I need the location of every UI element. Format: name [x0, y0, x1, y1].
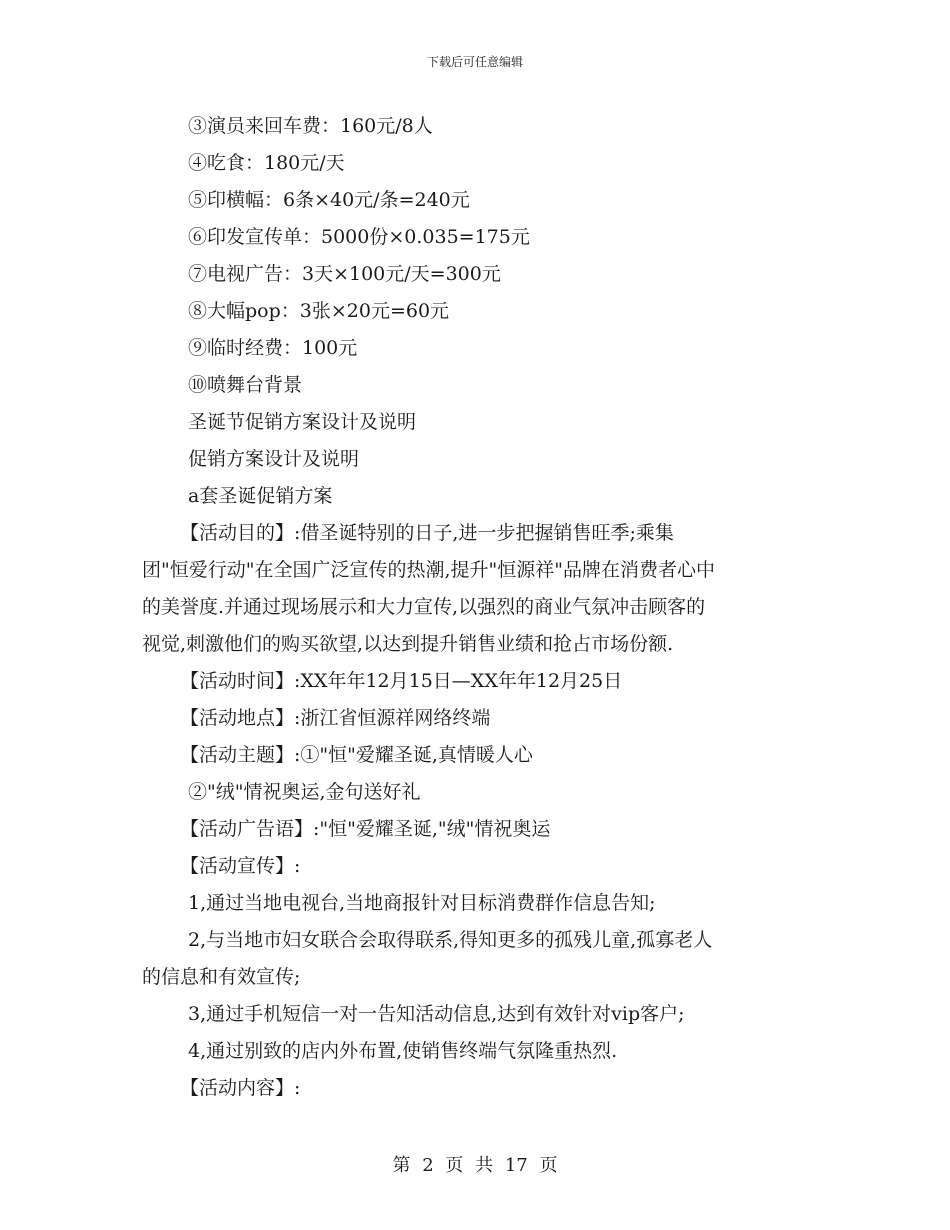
text-line: 圣诞节促销方案设计及说明: [188, 411, 417, 433]
text-line: ④吃食：180元/天: [188, 152, 345, 174]
text-line: 3,通过手机短信一对一告知活动信息,达到有效针对vip客户;: [188, 1003, 685, 1025]
text-line: 视觉,刺激他们的购买欲望,以达到提升销售业绩和抢占市场份额.: [142, 633, 674, 655]
text-line: 4,通过别致的店内外布置,使销售终端气氛隆重热烈.: [188, 1040, 618, 1062]
text-line: ⑨临时经费：100元: [188, 337, 358, 359]
text-line: 的美誉度.并通过现场展示和大力宣传,以强烈的商业气氛冲击顾客的: [142, 596, 706, 618]
text-line: 促销方案设计及说明: [188, 448, 360, 470]
text-line: 【活动内容】:: [180, 1077, 301, 1099]
text-line: 的信息和有效宣传;: [142, 966, 301, 988]
text-line: 1,通过当地电视台,当地商报针对目标消费群作信息告知;: [188, 892, 656, 914]
text-line: 【活动主题】:①"恒"爱耀圣诞,真情暖人心: [180, 744, 533, 766]
text-line: ⑦电视广告：3天×100元/天=300元: [188, 263, 501, 285]
text-line: ③演员来回车费：160元/8人: [188, 115, 433, 137]
text-line: ②"绒"情祝奥运,金句送好礼: [188, 781, 421, 803]
text-line: 【活动宣传】:: [180, 855, 301, 877]
text-line: 【活动目的】:借圣诞特别的日子,进一步把握销售旺季;乘集: [180, 522, 674, 544]
text-line: ⑩喷舞台背景: [188, 374, 303, 396]
text-line: 【活动地点】:浙江省恒源祥网络终端: [180, 707, 491, 729]
text-line: 2,与当地市妇女联合会取得联系,得知更多的孤残儿童,孤寡老人: [188, 929, 713, 951]
text-line: 【活动广告语】:"恒"爱耀圣诞,"绒"情祝奥运: [180, 818, 551, 840]
text-line: 团"恒爱行动"在全国广泛宣传的热潮,提升"恒源祥"品牌在消费者心中: [142, 559, 715, 581]
page-number-footer: 第 2 页 共 17 页: [392, 1155, 558, 1176]
text-line: ⑥印发宣传单：5000份×0.035=175元: [188, 226, 530, 248]
text-line: 【活动时间】:XX年年12月15日—XX年年12月25日: [180, 670, 623, 692]
document-body: [142, 108, 812, 1107]
text-line: ⑤印横幅：6条×40元/条=240元: [188, 189, 470, 211]
page-header: 下载后可任意编辑: [426, 55, 523, 69]
text-line: a套圣诞促销方案: [188, 485, 333, 507]
text-line: ⑧大幅pop：3张×20元=60元: [188, 300, 450, 322]
